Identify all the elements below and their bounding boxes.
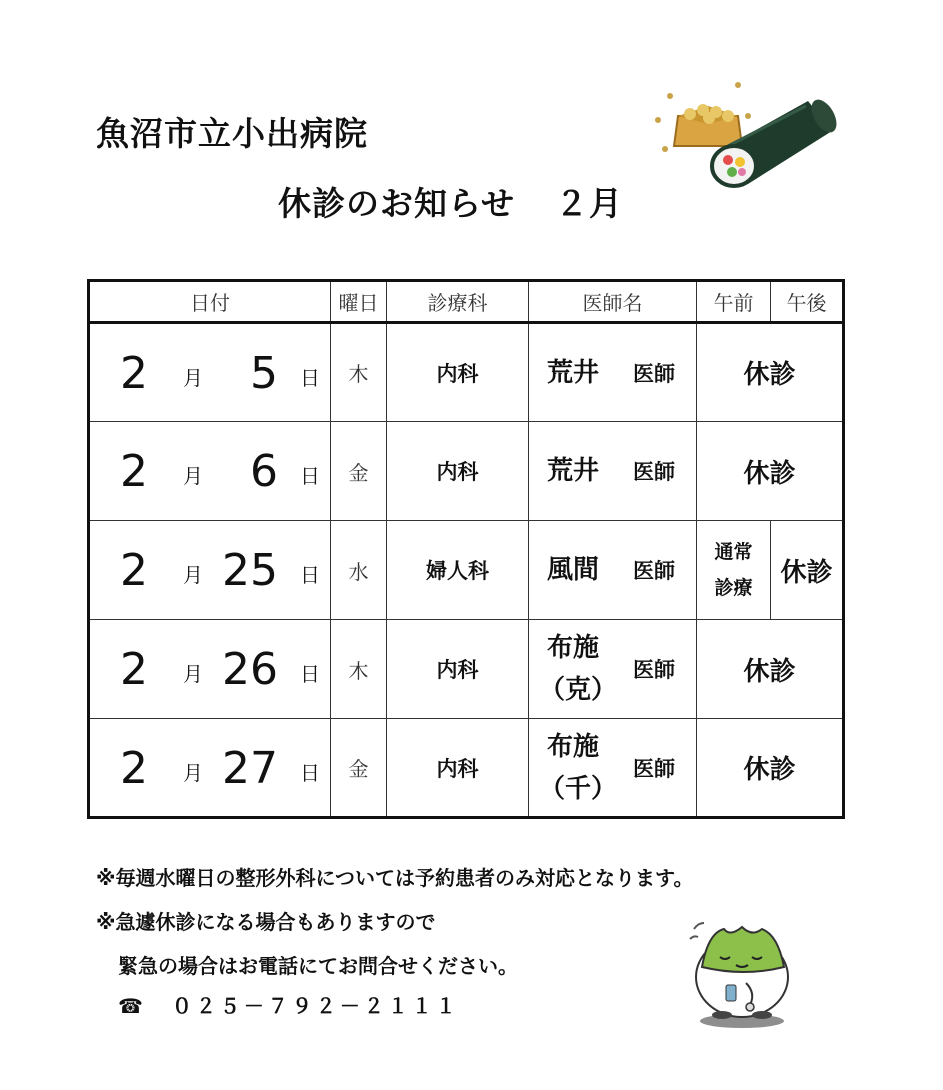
- date-day-label: 日: [300, 761, 320, 785]
- table-row: [89, 521, 844, 620]
- doctor-name: [539, 627, 633, 711]
- doctor-title: 医師: [633, 756, 675, 781]
- date-month: 2: [120, 545, 148, 596]
- date-cell: [89, 323, 331, 422]
- date-month-label: 月: [183, 366, 203, 390]
- header-date: 日付: [89, 281, 331, 323]
- date-cell: [89, 422, 331, 521]
- department-cell: 内科: [387, 422, 529, 521]
- header-pm: 午後: [771, 281, 844, 323]
- doctor-title: 医師: [633, 559, 675, 583]
- am-status-line1: 通常: [714, 541, 753, 563]
- date-month-label: 月: [183, 761, 203, 785]
- table-row: [89, 323, 844, 422]
- header-weekday: 曜日: [331, 281, 387, 323]
- department-cell: 内科: [387, 620, 529, 719]
- doctor-cell: [529, 323, 697, 422]
- ehomaki-illustration-icon: [648, 76, 838, 196]
- date-day: 26: [222, 644, 278, 695]
- doctor-cell: [529, 620, 697, 719]
- table-row: [89, 620, 844, 719]
- date-month-label: 月: [183, 563, 203, 587]
- notice-title-text: 休診のお知らせ: [278, 184, 516, 223]
- date-day-label: 日: [300, 366, 320, 390]
- weekday-cell: 木: [331, 323, 387, 422]
- date-cell: [89, 521, 331, 620]
- doctor-title: 医師: [633, 658, 675, 682]
- header-am: 午前: [697, 281, 771, 323]
- department-cell: 婦人科: [387, 521, 529, 620]
- phone-icon: ☎: [118, 994, 143, 1018]
- date-month-label: 月: [183, 464, 203, 488]
- doctor-name: 荒井: [547, 357, 600, 388]
- date-month: 2: [120, 743, 148, 794]
- doctor-name: [539, 726, 633, 810]
- date-day: 5: [250, 348, 278, 399]
- weekday-cell: 金: [331, 422, 387, 521]
- notice-title: [278, 178, 623, 225]
- weekday-cell: 水: [331, 521, 387, 620]
- hospital-name: 魚沼市立小出病院: [96, 114, 368, 153]
- doctor-title: 医師: [633, 361, 675, 386]
- phone-number: ０２５－７９２－２１１１: [171, 994, 460, 1018]
- date-month-label: 月: [183, 662, 203, 686]
- doctor-name-line2: （克）: [539, 675, 618, 705]
- date-day: 27: [222, 743, 278, 794]
- note-orthopedics: ※毎週水曜日の整形外科については予約患者のみ対応となります。: [96, 866, 694, 890]
- closure-schedule-table: [87, 279, 845, 819]
- table-row: [89, 719, 844, 818]
- status-cell: 休診: [697, 323, 844, 422]
- am-status-line2: 診療: [714, 577, 753, 599]
- date-day: 25: [222, 545, 278, 596]
- am-status-cell: [697, 521, 771, 620]
- doctor-title: 医師: [633, 460, 675, 484]
- header-department: 診療科: [387, 281, 529, 323]
- status-cell: 休診: [697, 620, 844, 719]
- doctor-name-line2: （千）: [539, 773, 618, 804]
- status-cell: 休診: [697, 422, 844, 521]
- department-cell: 内科: [387, 719, 529, 818]
- notice-month: ２月: [555, 184, 624, 223]
- phone-line: [118, 990, 460, 1019]
- doctor-name: 荒井: [547, 456, 600, 486]
- doctor-cell: [529, 521, 697, 620]
- date-cell: [89, 719, 331, 818]
- doctor-cell: [529, 422, 697, 521]
- date-month: 2: [120, 644, 148, 695]
- date-day: 6: [250, 446, 278, 497]
- note-emergency-contact: 緊急の場合はお電話にてお問合せください。: [118, 954, 518, 978]
- date-month: 2: [120, 348, 148, 399]
- date-month: 2: [120, 446, 148, 497]
- date-day-label: 日: [300, 563, 320, 587]
- weekday-cell: 金: [331, 719, 387, 818]
- date-day-label: 日: [300, 662, 320, 686]
- mascot-doctor-illustration-icon: [680, 905, 805, 1030]
- date-cell: [89, 620, 331, 719]
- status-cell: 休診: [697, 719, 844, 818]
- table-row: [89, 422, 844, 521]
- doctor-name-line1: 布施: [547, 731, 600, 762]
- doctor-name-line1: 布施: [547, 633, 600, 663]
- note-sudden-closure: ※急遽休診になる場合もありますので: [96, 910, 436, 934]
- date-day-label: 日: [300, 464, 320, 488]
- department-cell: 内科: [387, 323, 529, 422]
- doctor-cell: [529, 719, 697, 818]
- doctor-name: 風間: [547, 555, 600, 585]
- pm-status-cell: 休診: [771, 521, 844, 620]
- weekday-cell: 木: [331, 620, 387, 719]
- header-doctor: 医師名: [529, 281, 697, 323]
- table-header-row: [89, 281, 844, 323]
